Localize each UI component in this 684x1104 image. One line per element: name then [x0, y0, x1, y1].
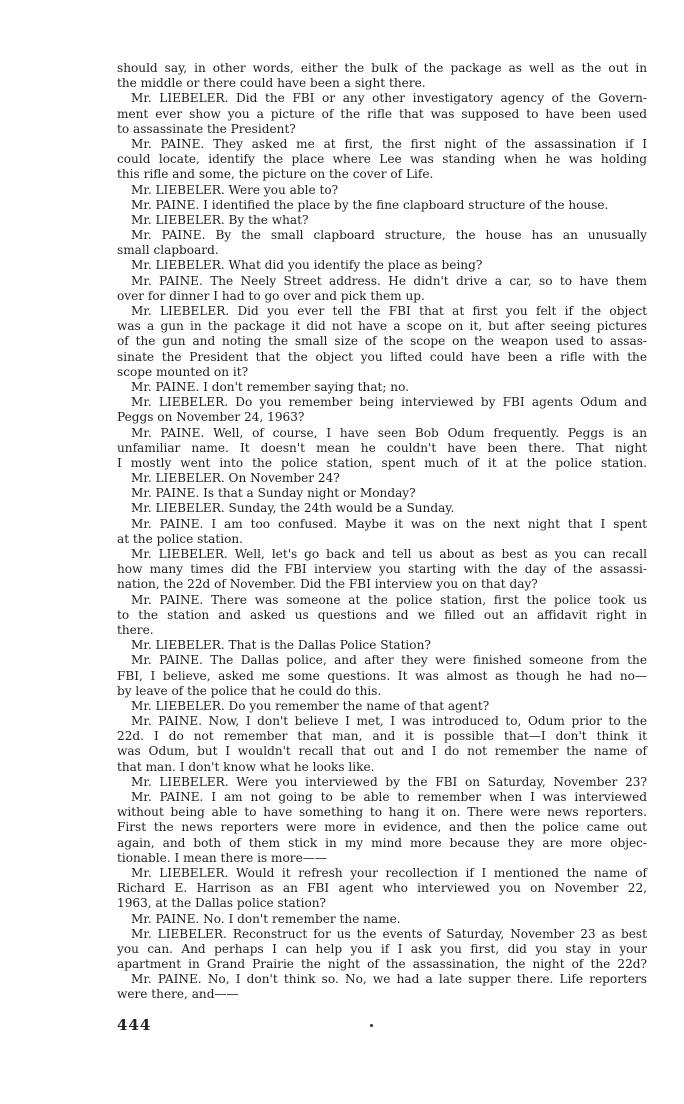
text-line: apartment in Grand Prairie the night of the assassination, the night of the 22d?	[117, 957, 647, 972]
text-line: 1963, at the Dallas police station?	[117, 896, 327, 911]
text-line: Mr. PAINE. I am not going to be able to remember when I was interviewed	[131, 790, 647, 804]
text-line: how many times did the FBI interview you starting with the day of the assassi-	[117, 562, 647, 577]
text-line: Richard E. Harrison as an FBI agent who interviewed you on November 22,	[117, 881, 647, 896]
page-number: 444	[117, 1016, 152, 1034]
text-line: Mr. LIEBELER. Sunday, the 24th would be a Sunday.	[131, 501, 455, 516]
text-line: Mr. PAINE. There was someone at the police station, first the police took us	[131, 592, 647, 607]
text-line: this rifle and some, the picture on the cover of Life.	[117, 167, 434, 182]
testimony-text	[117, 61, 647, 1003]
text-line: without being able to have something to hang it on. There were news reporters.	[117, 805, 647, 820]
text-line: to assassinate the President?	[117, 121, 296, 136]
text-line: Mr. LIEBELER. On November 24?	[131, 471, 340, 486]
text-line: small clapboard.	[117, 243, 219, 258]
text-line: of the gun and noting the small size of the scope on the weapon used to assas-	[117, 334, 647, 349]
text-line: that man. I don't know what he looks like.	[117, 759, 375, 774]
text-line: could locate, identify the place where Lee was standing when he was holding	[117, 152, 647, 167]
text-line: Mr. LIEBELER. Reconstruct for us the events of Saturday, November 23 as best	[131, 926, 647, 941]
text-line: Mr. PAINE. Is that a Sunday night or Monday?	[131, 486, 416, 501]
text-line: the middle or there could have been a sight there.	[117, 76, 426, 91]
text-line: by leave of the police that he could do this.	[117, 683, 382, 698]
text-line: Mr. PAINE. I identified the place by the fine clapboard structure of the house.	[131, 197, 609, 212]
text-line: Mr. PAINE. I don't remember saying that; no.	[131, 379, 410, 394]
text-line: you can. And perhaps I can help you if I ask you first, did you stay in your	[117, 941, 647, 956]
text-line: should say, in other words, either the bulk of the package as well as the out in	[117, 61, 647, 75]
text-line: Mr. LIEBELER. That is the Dallas Police Station?	[131, 638, 431, 653]
text-line: over for dinner I had to go over and pick them up.	[117, 288, 425, 303]
text-line: I mostly went into the police station, spent much of it at the police station.	[117, 455, 647, 470]
text-line: nation, the 22d of November. Did the FBI interview you on that day?	[117, 577, 538, 592]
text-line: was Odum, but I wouldn't recall that out and I do not remember the name of	[117, 744, 647, 759]
text-line: Mr. LIEBELER. Well, let's go back and tell us about as best as you can recall	[131, 547, 647, 561]
text-line: Mr. PAINE. No, I don't think so. No, we had a late supper there. Life reporters	[131, 972, 647, 987]
text-line: Mr. PAINE. By the small clapboard structure, the house has an unusually	[131, 228, 647, 243]
text-line: Mr. PAINE. Now, I don't believe I met, I was introduced to, Odum prior to the	[131, 714, 647, 729]
text-line: First the news reporters were more in evidence, and then the police came out	[117, 820, 647, 835]
text-line: there.	[117, 622, 154, 637]
text-line: Mr. PAINE. Well, of course, I have seen Bob Odum frequently. Peggs is an	[131, 425, 647, 440]
text-line: Mr. LIEBELER. Were you able to?	[131, 182, 339, 197]
text-line: Mr. LIEBELER. Did the FBI or any other investigatory agency of the Govern-	[131, 91, 647, 106]
text-line: Peggs on November 24, 1963?	[117, 410, 305, 425]
text-line: sinate the President that the object you lifted could have been a rifle with the	[117, 349, 647, 364]
text-line: Mr. PAINE. They asked me at first, the first night of the assassination if I	[131, 136, 647, 151]
text-line: Mr. PAINE. The Neely Street address. He didn't drive a car, so to have them	[131, 273, 647, 288]
text-line: Mr. LIEBELER. Do you remember being interviewed by FBI agents Odum and	[131, 395, 647, 410]
text-line: Mr. LIEBELER. By the what?	[131, 212, 309, 227]
text-line: Mr. LIEBELER. What did you identify the place as being?	[131, 258, 483, 273]
text-line: unfamiliar name. It doesn't mean he couldn't have been there. That night	[117, 440, 647, 455]
text-line: to the station and asked us questions and we filled out an affidavit right in	[117, 607, 647, 622]
text-line: at the police station.	[117, 531, 244, 546]
text-line: Mr. PAINE. I am too confused. Maybe it was on the next night that I spent	[131, 516, 647, 531]
text-line: Mr. LIEBELER. Were you interviewed by the FBI on Saturday, November 23?	[131, 774, 647, 789]
text-line: again, and both of them stick in my mind more because they are more objec-	[117, 835, 647, 850]
text-line: were there, and——	[117, 987, 239, 1002]
text-line: scope mounted on it?	[117, 364, 249, 379]
text-line: tionable. I mean there is more——	[117, 850, 327, 865]
text-line: Mr. PAINE. The Dallas police, and after they were finished someone from the	[131, 653, 647, 668]
text-line: Mr. LIEBELER. Would it refresh your recollection if I mentioned the name of	[131, 865, 647, 880]
stray-dot-mark	[370, 1024, 373, 1027]
text-line: was a gun in the package it did not have a scope on it, but after seeing pictures	[117, 319, 647, 334]
text-line: FBI, I believe, asked me some questions. It was almost as though he had no—	[117, 668, 647, 683]
text-line: Mr. LIEBELER. Did you ever tell the FBI that at first you felt if the object	[131, 304, 647, 318]
text-line: Mr. LIEBELER. Do you remember the name of that agent?	[131, 698, 490, 713]
text-line: ment ever show you a picture of the rifle that was supposed to have been used	[117, 106, 647, 121]
text-line: Mr. PAINE. No. I don't remember the name.	[131, 911, 401, 926]
text-line: 22d. I do not remember that man, and it is possible that—I don't think it	[117, 729, 647, 744]
